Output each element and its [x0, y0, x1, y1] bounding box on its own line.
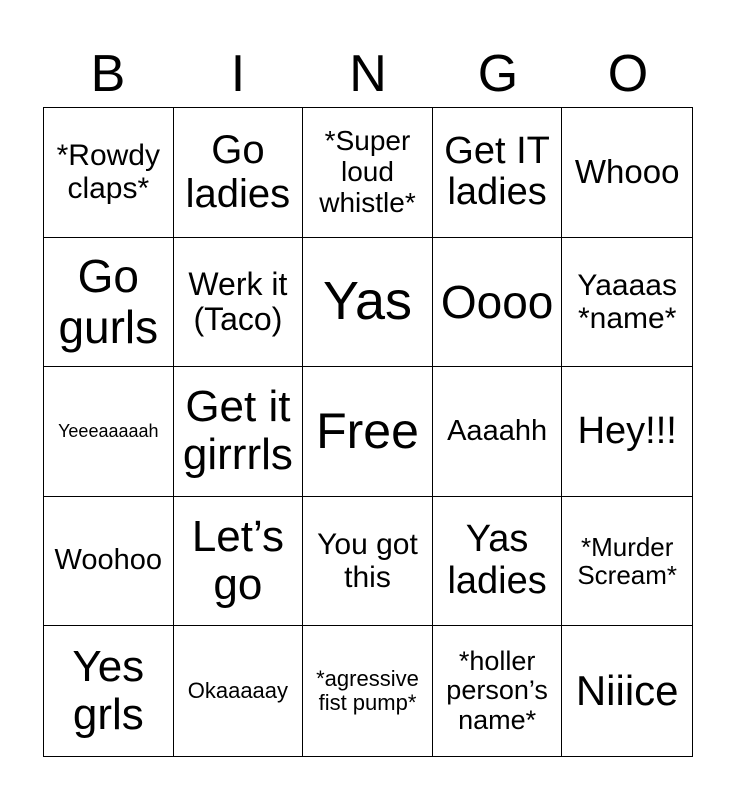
cell-text: Yes grls	[72, 641, 145, 740]
cell-text: Okaaaaay	[187, 678, 289, 704]
cell-text: *holler person’s name*	[446, 645, 548, 736]
cell-text: Aaaahh	[447, 414, 548, 447]
cell-text: Whooo	[574, 153, 680, 191]
bingo-cell[interactable]	[44, 626, 174, 756]
cell-text: *Super loud whistle*	[319, 125, 416, 218]
bingo-cell[interactable]	[174, 497, 304, 627]
bingo-cell[interactable]	[433, 497, 563, 627]
cell-text: Yaaaas *name*	[577, 268, 677, 335]
free-space[interactable]	[303, 367, 433, 497]
cell-text: Go gurls	[58, 250, 159, 353]
cell-text: Yeeeaaaaah	[58, 420, 159, 441]
bingo-cell[interactable]	[562, 367, 692, 497]
bingo-cell[interactable]	[303, 238, 433, 368]
bingo-cell[interactable]	[303, 626, 433, 756]
bingo-header	[43, 40, 693, 108]
bingo-cell[interactable]	[44, 108, 174, 238]
bingo-cell[interactable]	[303, 108, 433, 238]
cell-text: Go ladies	[185, 128, 291, 217]
bingo-cell[interactable]	[433, 626, 563, 756]
header-letter-n: N	[349, 45, 387, 103]
header-letter-i: I	[230, 45, 246, 103]
cell-text: *Rowdy claps*	[56, 139, 160, 206]
cell-text: Woohoo	[54, 544, 163, 577]
bingo-cell[interactable]	[433, 367, 563, 497]
bingo-cell[interactable]	[562, 626, 692, 756]
cell-text: Yas ladies	[447, 518, 547, 603]
cell-text: Let’s go	[191, 511, 284, 610]
bingo-cell[interactable]	[174, 238, 304, 368]
bingo-cell[interactable]	[433, 238, 563, 368]
cell-text: *Murder Scream*	[577, 531, 678, 591]
cell-text: *agressive fist pump*	[316, 666, 419, 716]
bingo-cell[interactable]	[562, 497, 692, 627]
cell-text: Yas	[322, 271, 413, 332]
bingo-cell[interactable]	[174, 367, 304, 497]
bingo-cell[interactable]	[44, 367, 174, 497]
cell-text: You got this	[317, 528, 418, 595]
cell-text: Niiice	[575, 667, 679, 715]
bingo-cell[interactable]	[562, 108, 692, 238]
bingo-cell[interactable]	[44, 497, 174, 627]
bingo-grid	[43, 107, 693, 757]
cell-text: Werk it (Taco)	[188, 265, 288, 337]
bingo-cell[interactable]	[303, 497, 433, 627]
bingo-cell[interactable]	[174, 626, 304, 756]
bingo-cell[interactable]	[562, 238, 692, 368]
cell-text: Get IT ladies	[444, 129, 550, 214]
bingo-cell[interactable]	[174, 108, 304, 238]
header-letter-o: O	[607, 45, 649, 103]
bingo-cell[interactable]	[433, 108, 563, 238]
cell-text: Oooo	[440, 275, 554, 328]
bingo-cell[interactable]	[44, 238, 174, 368]
cell-text: Hey!!!	[577, 409, 677, 452]
cell-text: Free	[316, 402, 419, 459]
header-letter-g: G	[477, 45, 519, 103]
header-letter-b: B	[90, 45, 126, 103]
cell-text: Get it girrrls	[182, 382, 293, 480]
